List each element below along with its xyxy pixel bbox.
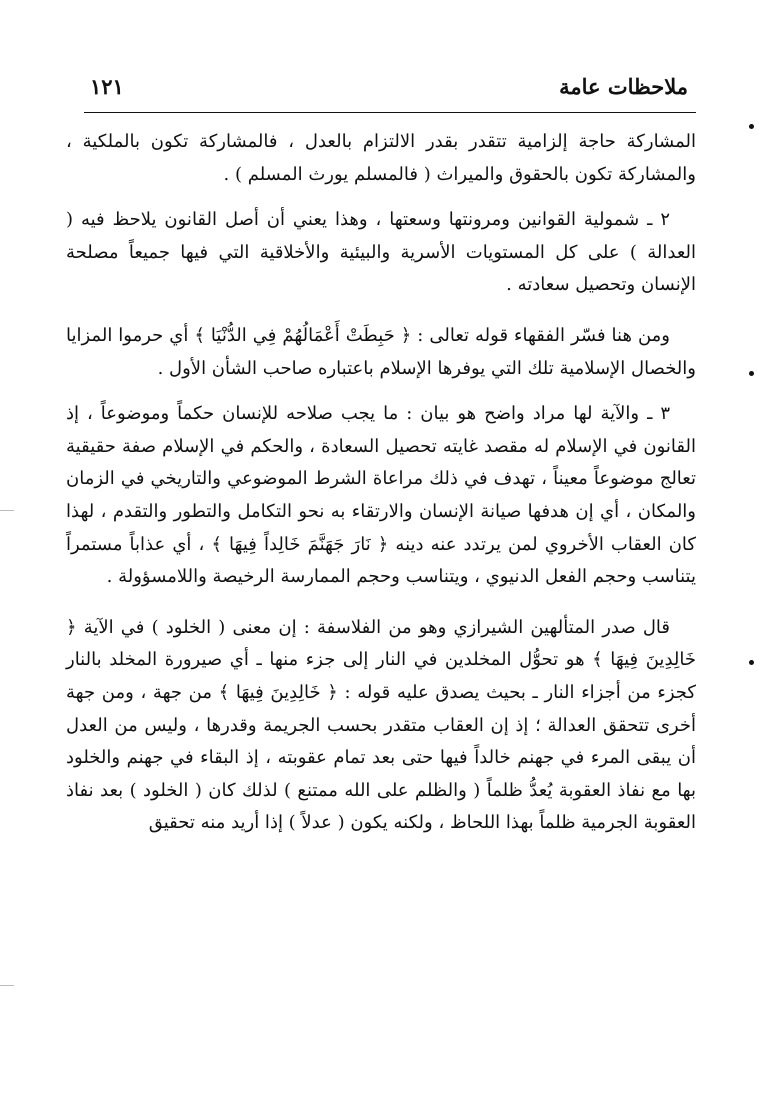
- scan-tick: [0, 985, 14, 986]
- scan-mark: [749, 124, 754, 129]
- running-title: ملاحظات عامة: [559, 74, 688, 99]
- paragraph-2: ٢ ـ شمولية القوانين ومرونتها وسعتها ، وهذا يعني أن أصل القانون يلاحظ فيه ( العدالة ) على كل المستويات الأسرية والبيئية والأخلاقية التي فيها جميعاً مصلحة الإنسان وتحصيل سعادته .: [66, 209, 696, 296]
- scan-mark: [749, 371, 754, 376]
- page-header: [90, 72, 688, 106]
- header-rule: [84, 112, 696, 113]
- body-text: [66, 126, 696, 853]
- paragraph-5: قال صدر المتألهين الشيرازي وهو من الفلاسفة : إن معنى ( الخلود ) في الآية ﴿ خَالِدِينَ فِيهَا ﴾ هو تحوُّل المخلدين في النار إلى جزء منها ـ أي صيرورة المخلد بالنار كجزء من أجزاء النار ـ بحيث يصدق عليه قوله : ﴿ خَالِدِينَ فِيهَا ﴾ من جهة ، ومن جهة أخرى تتحقق العدالة ؛ إذ إن العقاب متقدر بحسب الجريمة وقدرها ، وليس من العدل أن يبقى المرء في جهنم خالداً فيها حتى بعد تمام عقوبته ، إذ البقاء في جهنم والخلود بها مع نفاذ العقوبة يُعدُّ ظلماً ( والظلم على الله ممتنع ) لذلك كان ( الخلود ) بعد نفاذ العقوبة الجرمية ظلماً بهذا اللحاظ ، ولكنه يكون ( عدلاً ) إذا أريد منه تحقيق: [66, 616, 696, 834]
- scan-tick: [0, 510, 14, 511]
- page-number: ١٢١: [90, 74, 124, 99]
- paragraph-1: المشاركة حاجة إلزامية تتقدر بقدر الالتزام بالعدل ، فالمشاركة تكون بالملكية ، والمشاركة تكون بالحقوق والميراث ( فالمسلم يورث المسلم ) .: [66, 131, 696, 185]
- paragraph-4: ٣ ـ والآية لها مراد واضح هو بيان : ما يجب صلاحه للإنسان حكماً وموضوعاً ، إذ القانون في الإسلام له مقصد غايته تحصيل السعادة ، والحكم في الإسلام صفة حقيقية تعالج موضوعاً معيناً ، تهدف في ذلك مراعاة الشرط الموضوعي والتاريخي في الزمان والمكان ، أي إن هدفها صيانة الإنسان والارتقاء به نحو التكامل والتطور والتقدم ، لهذا كان العقاب الأخروي لمن يرتدد عنه دينه ﴿ نَارَ جَهَنَّمَ خَالِداً فِيهَا ﴾ ، أي عذاباً مستمراً يتناسب وحجم الفعل الدنيوي ، ويتناسب وحجم الممارسة الرخيصة واللامسؤولة .: [66, 403, 696, 588]
- paragraph-3: ومن هنا فسّر الفقهاء قوله تعالى : ﴿ حَبِطَتْ أَعْمَالُهُمْ فِي الدُّنْيَا ﴾ أي حرموا المزايا والخصال الإسلامية تلك التي يوفرها الإسلام باعتباره صاحب الشأن الأول .: [66, 324, 696, 379]
- scan-mark: [749, 660, 754, 665]
